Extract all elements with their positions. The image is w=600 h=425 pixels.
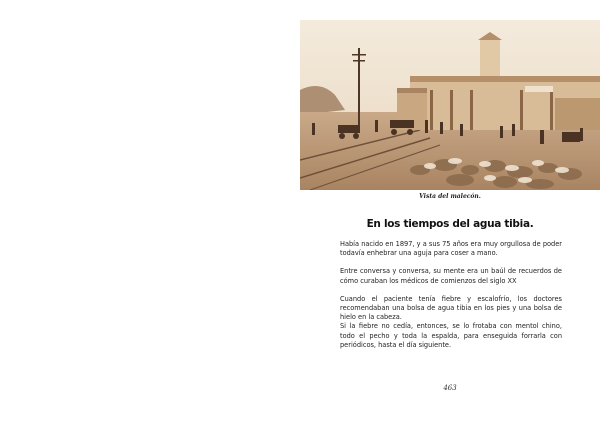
- section-title: En los tiempos del agua tibia.: [366, 218, 534, 230]
- paragraph: Cuando el paciente tenía fiebre y escalofrío, los doctores recomendaban una bolsa de agua tibia en los pies y una bolsa de hielo en la cabeza.: [340, 294, 562, 322]
- body-text: [340, 240, 562, 350]
- photo-caption: Vista del malecón.: [419, 193, 481, 200]
- historic-photo-malecon: [300, 20, 600, 190]
- paragraph: Había nacido en 1897, y a sus 75 años era muy orgullosa de poder todavía enhebrar una aguja para coser a mano.: [340, 240, 562, 258]
- page-number: 463: [443, 384, 457, 392]
- paragraph: Entre conversa y conversa, su mente era un baúl de recuerdos de cómo curaban los médicos de comienzos del siglo XX: [340, 267, 562, 285]
- paragraph: Si la fiebre no cedía, entonces, se lo frotaba con mentol chino, todo el pecho y toda la espalda, para enseguida forrarla con periódicos, hasta el día siguiente.: [340, 322, 562, 349]
